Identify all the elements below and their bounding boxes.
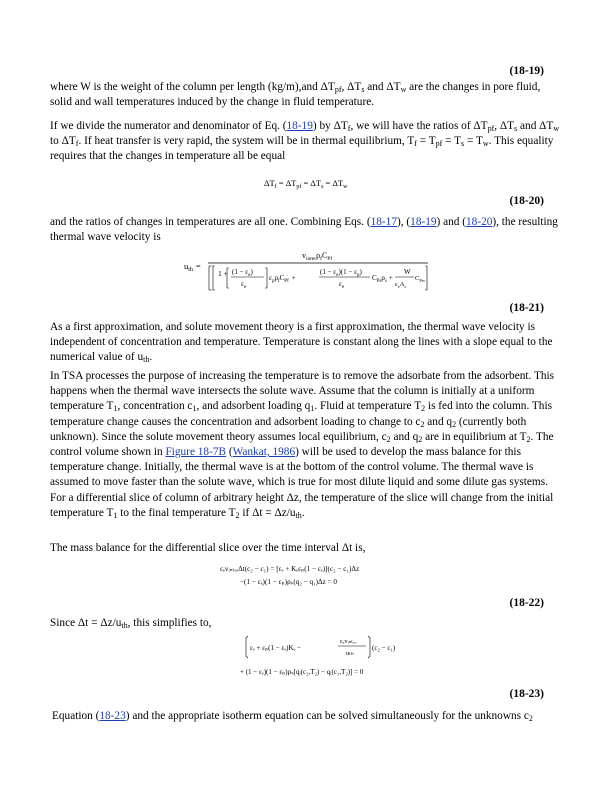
svg-text:ΔTf = ΔTpf = ΔTs = ΔTw: $\Delta T_f = \Delta T_{pf} = \Delta T_s = \Delta T_w$ [264, 178, 348, 190]
svg-text:(1 − εe)(1 − εp): $(1 - \varepsilon_e)(1 - \varepsilon_p)$ [320, 268, 362, 278]
equation-18-21-image [182, 246, 432, 292]
link-eq-18-17[interactable]: 18-17 [370, 216, 397, 228]
svg-text:εe: $\varepsilon_e$ [339, 280, 345, 290]
svg-text:εₑ + εₚ(1 − εₑ)Kₑ −: εₑ + εₚ(1 − εₑ)Kₑ − [250, 644, 302, 652]
link-eq-18-20[interactable]: 18-20 [466, 216, 493, 228]
svg-text:−(1 − εₑ)(1 − εₚ)ρₛ(q₂ − q₁)Δz: −(1 − εₑ)(1 − εₚ)ρₛ(q₂ − q₁)Δz = 0 [240, 578, 338, 586]
paragraph-thermal-equilibrium: If we divide the numerator and denominator of Eq. (18-19) by $\Delta T_f$, we will have the ratios of $\Delta T_{pf}$, $\Delta T_s$ and $\Delta T_w$ to $\Delta T_f$. If heat transfer is very rapid, the system will be in thermal equilibrium, $T_f = T_{pf} = T_s = T_w$. This equality requires that the changes in temperature all be equal [50, 120, 560, 163]
link-eq-18-19[interactable]: 18-19 [286, 120, 313, 132]
paragraph-combining-equations: and the ratios of changes in temperatures are all one. Combining Eqs. (18-17), (18-19) and (18-20), the resulting thermal wave velocity is [50, 216, 558, 244]
paragraph-equation-solved: Equation (18-23) and the appropriate isotherm equation can be solved simultaneously for the unknowns $c_2$ [52, 710, 533, 723]
equation-number-18-22: (18-22) [509, 597, 544, 609]
paragraph-simplifies: Since $\Delta t = \Delta z/u_{th}$, this simplifies to, [50, 617, 212, 630]
svg-text:εeAc: $\varepsilon_eA_c$ [395, 281, 407, 289]
equation-number-18-19: (18-19) [509, 65, 544, 77]
paragraph-tsa-processes: In TSA processes the purpose of increasing the temperature is to remove the adsorbate from the adsorbent. This happens when the thermal wave intersects the solute wave. Assume that the column is initially at a uniform temperature $T_1$, concentration $c_1$, and adsorbent loading $q_1$. Fluid at temperature $T_2$ is fed into the column. This temperature change causes the concentration and adsorbent loading to change to $c_2$ and $q_2$ (currently both unknown). Since the solute movement theory assumes local equilibrium, $c_2$ and $q_2$ are in equilibrium at $T_2$. The control volume shown in Figure 18-7B (Wankat, 1986) will be used to develop the mass balance for this temperature change. Initially, the thermal wave is at the bottom of the control volume. The thermal wave is assumed to move faster than the solute wave, which is true for most dilute liquid and some dilute gas systems. For a differential slice of column of arbitrary height Δz, the temperature of the slice will change from the initial temperature $T_1$ to the final temperature $T_2$ if $\Delta t = \Delta z/u_{th}$. [50, 370, 555, 520]
equation-number-18-23: (18-23) [509, 688, 544, 700]
svg-text:W: W [404, 268, 411, 276]
svg-text:CPsρs+: $C_{Ps}\rho_s$ + [372, 274, 393, 284]
svg-text:CPw: $C_{Pw}$ [415, 275, 426, 283]
eq20-text: ΔT [264, 178, 275, 188]
svg-text:εₑvᵢₙₜₑᵣΔt(c₂ − c₁) = [εₑ + Kₑ: εₑvᵢₙₜₑᵣΔt(c₂ − c₁) = [εₑ + Kₑεₚ(1 − εₑ)](c₂ − c₁)Δz [220, 565, 360, 573]
equation-18-20-image [262, 174, 362, 192]
svg-text:uₜₕ: uₜₕ [346, 650, 354, 657]
svg-text:vinterρfCPf: $v_{inter}\rho_fC_{Pf}$ [302, 251, 333, 262]
svg-text:1 +: 1 + [218, 269, 228, 278]
svg-text:uth=: $u_{th}$ = [184, 261, 201, 273]
equation-number-18-21: (18-21) [509, 302, 544, 314]
equation-18-23-image [236, 634, 406, 680]
link-eq-18-19b[interactable]: 18-19 [410, 216, 437, 228]
svg-text:εₑvᵢₙₜₑᵣ: εₑvᵢₙₜₑᵣ [340, 638, 357, 645]
paragraph-weight-definition: where W is the weight of the column per length (kg/m),and $\Delta T_{pf}$, $\Delta T_s$ and $\Delta T_w$ are the changes in pore fluid, solid and wall temperatures induced by the change in fluid temperature. [50, 81, 541, 109]
svg-text:+ (1 − εₑ)(1 − εₚ)ρₛ[qᵢ(c₂,T₂): + (1 − εₑ)(1 − εₚ)ρₛ[qᵢ(c₂,T₂) − qᵢ(c₁,T₂)] = 0 [240, 668, 364, 676]
equation-18-22-image [218, 560, 418, 590]
link-figure-18-7b[interactable]: Figure 18-7B [165, 446, 227, 459]
svg-text:(c₂ − c₁): (c₂ − c₁) [372, 644, 396, 652]
link-eq-18-23[interactable]: 18-23 [99, 710, 126, 722]
svg-text:(1 − εe): $(1 - \varepsilon_e)$ [232, 268, 253, 278]
equation-number-18-20: (18-20) [509, 195, 544, 207]
paragraph-first-approximation: As a first approximation, and solute movement theory is a first approximation, the thermal wave velocity is independent of concentration and temperature. Temperature is constant along the lines with a slope equal to the numerical value of $u_{th}$. [50, 321, 553, 365]
svg-text:εpρfCPf+: $\varepsilon_p\rho_fC_{Pf}$ + [269, 274, 296, 284]
paragraph-mass-balance: The mass balance for the differential slice over the time interval Δt is, [50, 542, 366, 554]
link-wankat-1986[interactable]: Wankat, 1986 [232, 446, 296, 459]
svg-text:εe: $\varepsilon_e$ [241, 280, 247, 290]
